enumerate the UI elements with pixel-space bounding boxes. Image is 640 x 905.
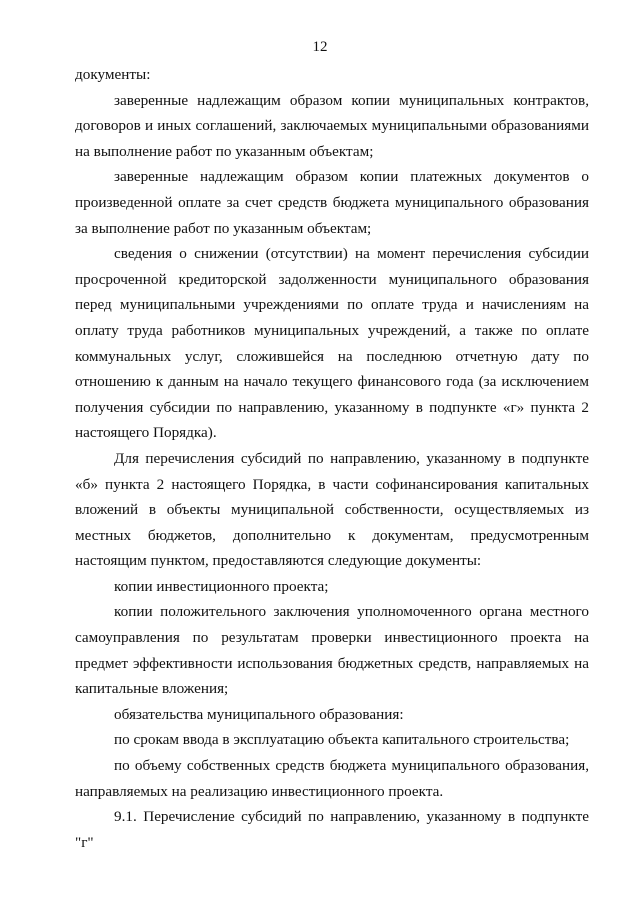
paragraph-payment-documents: заверенные надлежащим образом копии платежных документов о произведенной оплате за счет средств бюджета муниципального образования за выполнение работ по указанным объектам; [75, 168, 589, 237]
paragraph-commissioning-terms: по срокам ввода в эксплуатацию объекта капитального строительства; [114, 731, 570, 749]
paragraph-subsidy-transfer-b: Для перечисления субсидий по направлению, указанному в подпункте «б» пункта 2 настоящего Порядка, в части софинансирования капитальных вложений в объекты муниципальной собственности, осуществляемых из местных бюджетов, дополнительно к документам, предусмотренным настоящим пунктом, предоставляются следующие документы: [75, 449, 589, 570]
paragraph-debt-information: сведения о снижении (отсутствии) на момент перечисления субсидии просроченной кредиторской задолженности муниципального образования перед муниципальными учреждениями по оплате труда и начислениям на оплату труда работников муниципальных учреждений, а также по оплате коммунальных услуг, сложившейся на последнюю отчетную дату по отношению к данным на начало текущего финансового года (за исключением получения субсидии по направлению, указанному в подпункте «г» пункта 2 настоящего Порядка). [75, 245, 589, 442]
paragraph-9-1: 9.1. Перечисление субсидий по направлению, указанному в подпункте "г" [75, 808, 589, 851]
paragraph-investment-project-copies: копии инвестиционного проекта; [114, 577, 329, 595]
document-body [75, 62, 589, 855]
paragraph-contracts-copies: заверенные надлежащим образом копии муниципальных контрактов, договоров и иных соглашений, заключаемых муниципальными образованиями на выполнение работ по указанным объектам; [75, 91, 589, 160]
paragraph-continuation: документы: [75, 66, 151, 83]
paragraph-positive-conclusion: копии положительного заключения уполномоченного органа местного самоуправления по результатам проверки инвестиционного проекта на предмет эффективности использования бюджетных средств, направляемых на капитальные вложения; [75, 603, 589, 698]
paragraph-obligations: обязательства муниципального образования: [114, 705, 404, 723]
paragraph-own-funds: по объему собственных средств бюджета муниципального образования, направляемых на реализацию инвестиционного проекта. [75, 757, 589, 800]
page-number: 12 [312, 39, 328, 55]
